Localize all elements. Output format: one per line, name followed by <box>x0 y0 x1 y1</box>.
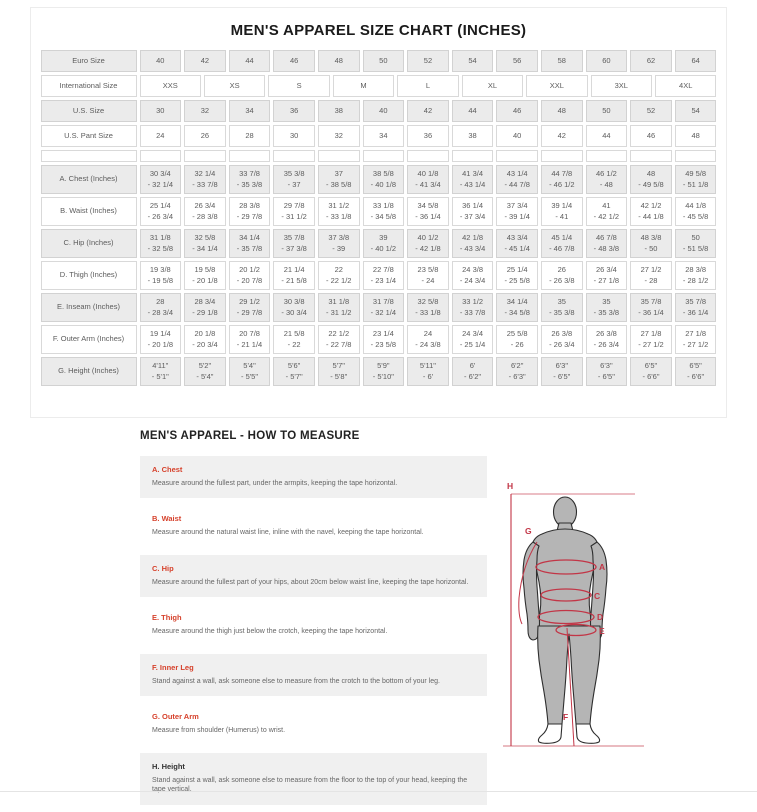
size-cell: 38 5/8 - 40 1/8 <box>363 165 405 194</box>
size-cell: 46 1/2 - 48 <box>586 165 628 194</box>
size-cell <box>407 150 449 162</box>
size-cell: 33 1/2 - 33 7/8 <box>452 293 494 322</box>
size-cell: M <box>333 75 394 97</box>
size-cell: 6'5" - 6'6" <box>630 357 672 386</box>
size-cell: 32 <box>318 125 360 147</box>
size-cell: 34 1/4 - 35 7/8 <box>229 229 271 258</box>
size-cell: 44 1/8 - 45 5/8 <box>675 197 717 226</box>
size-cell: 44 <box>586 125 628 147</box>
size-cell: 40 <box>363 100 405 122</box>
size-cell: 28 3/8 - 29 7/8 <box>229 197 271 226</box>
size-cell: 21 5/8 - 22 <box>273 325 315 354</box>
size-cell: XXS <box>140 75 201 97</box>
size-cell: 26 3/4 - 27 1/8 <box>586 261 628 290</box>
diagram-label-g: G <box>525 526 532 536</box>
size-cell: 43 1/4 - 44 7/8 <box>496 165 538 194</box>
size-cell: 24 <box>140 125 182 147</box>
measure-item-label: G. Outer Arm <box>152 712 199 722</box>
size-cell: 37 3/8 - 39 <box>318 229 360 258</box>
diagram-label-d: D <box>597 612 604 622</box>
size-cell: 5'7" - 5'8" <box>318 357 360 386</box>
diagram-label-f: F <box>563 712 569 722</box>
size-cell: 35 3/8 - 37 <box>273 165 315 194</box>
size-cell: 29 1/2 - 29 7/8 <box>229 293 271 322</box>
row-label: A. Chest (Inches) <box>41 165 137 194</box>
row-label: D. Thigh (Inches) <box>41 261 137 290</box>
size-cell <box>273 150 315 162</box>
size-cell: 50 <box>586 100 628 122</box>
measure-item-text: Measure around the fullest part of your hips, about 20cm below waist line, keeping the tape horizontal. <box>152 578 469 586</box>
row-label: U.S. Pant Size <box>41 125 137 147</box>
size-cell: 62 <box>630 50 672 72</box>
size-table-row <box>41 197 717 226</box>
measure-item-label: B. Waist <box>152 514 182 524</box>
size-cell: 21 1/4 - 21 5/8 <box>273 261 315 290</box>
measure-item <box>140 505 487 547</box>
size-cell: 46 <box>630 125 672 147</box>
size-cell: 60 <box>586 50 628 72</box>
size-cell <box>318 150 360 162</box>
size-cell: 6'3" - 6'5" <box>586 357 628 386</box>
size-table <box>41 50 717 386</box>
size-cell: 20 1/8 - 20 3/4 <box>184 325 226 354</box>
size-table-row <box>41 150 717 162</box>
size-cell: 34 1/4 - 34 5/8 <box>496 293 538 322</box>
size-cell: 34 <box>363 125 405 147</box>
size-cell: XS <box>204 75 265 97</box>
size-cell: 48 <box>541 100 583 122</box>
size-cell: 44 <box>229 50 271 72</box>
measure-item <box>140 604 487 646</box>
size-chart-section <box>30 7 727 418</box>
size-cell: 42 1/2 - 44 1/8 <box>630 197 672 226</box>
size-cell: 19 5/8 - 20 1/8 <box>184 261 226 290</box>
size-cell: 27 1/2 - 28 <box>630 261 672 290</box>
size-cell: 58 <box>541 50 583 72</box>
size-cell: 38 <box>452 125 494 147</box>
measure-item <box>140 456 487 498</box>
size-cell <box>496 150 538 162</box>
size-cell: 3XL <box>591 75 652 97</box>
size-cell <box>630 150 672 162</box>
row-label: G. Height (Inches) <box>41 357 137 386</box>
size-cell <box>363 150 405 162</box>
row-label: International Size <box>41 75 137 97</box>
measure-item-text: Measure around the fullest part, under the armpits, keeping the tape horizontal. <box>152 480 398 487</box>
size-cell <box>229 150 271 162</box>
size-cell: 28 <box>229 125 271 147</box>
size-cell: 6'5" - 6'6" <box>675 357 717 386</box>
size-cell: 32 5/8 - 34 1/4 <box>184 229 226 258</box>
size-cell: 31 7/8 - 32 1/4 <box>363 293 405 322</box>
size-cell: 30 3/4 - 32 1/4 <box>140 165 182 194</box>
size-cell: 22 - 22 1/2 <box>318 261 360 290</box>
measure-item-label: H. Height <box>152 761 185 771</box>
size-cell <box>452 150 494 162</box>
size-cell: 34 <box>229 100 271 122</box>
size-cell: 50 <box>363 50 405 72</box>
size-cell: 49 5/8 - 51 1/8 <box>675 165 717 194</box>
size-cell: 5'11" - 6' <box>407 357 449 386</box>
size-cell: 30 3/8 - 30 3/4 <box>273 293 315 322</box>
size-cell: 25 1/4 - 26 3/4 <box>140 197 182 226</box>
measure-item <box>140 753 487 805</box>
body-silhouette <box>523 497 607 743</box>
size-cell: 42 <box>541 125 583 147</box>
size-cell: 23 1/4 - 23 5/8 <box>363 325 405 354</box>
size-cell: 25 5/8 - 26 <box>496 325 538 354</box>
measure-item-label: F. Inner Leg <box>152 662 194 672</box>
size-cell: 37 - 38 5/8 <box>318 165 360 194</box>
size-cell: XL <box>462 75 523 97</box>
size-cell: 31 1/2 - 33 1/8 <box>318 197 360 226</box>
size-cell: 30 <box>140 100 182 122</box>
size-cell: 20 1/2 - 20 7/8 <box>229 261 271 290</box>
size-cell: 40 1/2 - 42 1/8 <box>407 229 449 258</box>
measure-item <box>140 555 487 597</box>
size-cell: 22 1/2 - 22 7/8 <box>318 325 360 354</box>
size-cell: 56 <box>496 50 538 72</box>
measure-item-label: E. Thigh <box>152 613 182 623</box>
size-cell: 33 7/8 - 35 3/8 <box>229 165 271 194</box>
size-table-row <box>41 125 717 147</box>
size-cell: 44 <box>452 100 494 122</box>
size-cell: 39 1/4 - 41 <box>541 197 583 226</box>
size-cell: 36 1/4 - 37 3/4 <box>452 197 494 226</box>
size-table-row <box>41 50 717 72</box>
size-cell: 32 <box>184 100 226 122</box>
size-cell: 31 1/8 - 31 1/2 <box>318 293 360 322</box>
size-table-row <box>41 75 717 97</box>
diagram-label-h: H <box>507 481 514 491</box>
size-cell: 42 <box>407 100 449 122</box>
size-cell: 36 <box>273 100 315 122</box>
size-cell: 42 1/8 - 43 3/4 <box>452 229 494 258</box>
size-cell: 48 3/8 - 50 <box>630 229 672 258</box>
size-cell: 41 - 42 1/2 <box>586 197 628 226</box>
size-cell: 41 3/4 - 43 1/4 <box>452 165 494 194</box>
size-table-row <box>41 357 717 386</box>
size-cell: 36 <box>407 125 449 147</box>
measure-item-label: A. Chest <box>152 465 183 474</box>
measure-list <box>140 456 487 812</box>
size-cell: 27 1/8 - 27 1/2 <box>675 325 717 354</box>
size-cell: 22 7/8 - 23 1/4 <box>363 261 405 290</box>
size-cell: 42 <box>184 50 226 72</box>
measure-item <box>140 703 487 745</box>
size-cell: 48 - 49 5/8 <box>630 165 672 194</box>
size-cell: 32 5/8 - 33 1/8 <box>407 293 449 322</box>
size-cell: 54 <box>452 50 494 72</box>
size-cell: 52 <box>407 50 449 72</box>
size-cell: 35 - 35 3/8 <box>586 293 628 322</box>
size-cell: 35 7/8 - 36 1/4 <box>630 293 672 322</box>
size-cell: 24 - 24 3/8 <box>407 325 449 354</box>
size-cell: 40 <box>140 50 182 72</box>
size-cell: 64 <box>675 50 717 72</box>
size-cell: 29 7/8 - 31 1/2 <box>273 197 315 226</box>
size-cell: 4'11" - 5'1" <box>140 357 182 386</box>
size-cell: 28 3/4 - 29 1/8 <box>184 293 226 322</box>
size-cell: L <box>397 75 458 97</box>
size-cell: 54 <box>675 100 717 122</box>
size-table-row <box>41 100 717 122</box>
diagram-label-e: E <box>599 626 605 636</box>
size-table-row <box>41 293 717 322</box>
size-cell: 27 1/8 - 27 1/2 <box>630 325 672 354</box>
row-label: Euro Size <box>41 50 137 72</box>
size-cell: 19 3/8 - 19 5/8 <box>140 261 182 290</box>
size-cell: 6' - 6'2" <box>452 357 494 386</box>
size-cell: 20 7/8 - 21 1/4 <box>229 325 271 354</box>
size-cell: 5'4" - 5'5" <box>229 357 271 386</box>
size-cell <box>675 150 717 162</box>
measure-item-text: Measure around the thigh just below the crotch, keeping the tape horizontal. <box>152 628 388 636</box>
row-label: E. Inseam (Inches) <box>41 293 137 322</box>
size-table-row <box>41 229 717 258</box>
size-cell: 4XL <box>655 75 716 97</box>
size-cell: 28 - 28 3/4 <box>140 293 182 322</box>
size-cell: 39 - 40 1/2 <box>363 229 405 258</box>
size-cell: 6'3" - 6'5" <box>541 357 583 386</box>
size-cell: 48 <box>318 50 360 72</box>
bottom-divider <box>0 791 757 792</box>
size-cell: 23 5/8 - 24 <box>407 261 449 290</box>
size-cell: 24 3/4 - 25 1/4 <box>452 325 494 354</box>
size-cell: 34 5/8 - 36 1/4 <box>407 197 449 226</box>
measure-item-text: Stand against a wall, ask someone else to measure from the floor to the top of your head, keeping the tape vertical. <box>152 776 468 794</box>
size-cell: 46 <box>496 100 538 122</box>
row-label: C. Hip (Inches) <box>41 229 137 258</box>
size-cell: 26 3/4 - 28 3/8 <box>184 197 226 226</box>
size-cell: 35 7/8 - 37 3/8 <box>273 229 315 258</box>
how-to-measure-heading: MEN'S APPAREL - HOW TO MEASURE <box>140 430 360 442</box>
size-cell: 5'6" - 5'7" <box>273 357 315 386</box>
size-cell: 46 7/8 - 48 3/8 <box>586 229 628 258</box>
size-cell <box>586 150 628 162</box>
row-label: B. Waist (Inches) <box>41 197 137 226</box>
diagram-label-c: C <box>594 591 601 601</box>
size-cell: 24 3/8 - 24 3/4 <box>452 261 494 290</box>
measure-item <box>140 654 487 696</box>
size-cell: 37 3/4 - 39 1/4 <box>496 197 538 226</box>
measure-item-text: Measure from shoulder (Humerus) to wrist. <box>152 727 286 735</box>
body-measurement-diagram <box>495 468 645 780</box>
size-cell: 30 <box>273 125 315 147</box>
size-cell: 6'2" - 6'3" <box>496 357 538 386</box>
size-cell <box>541 150 583 162</box>
size-cell <box>140 150 182 162</box>
size-cell: 52 <box>630 100 672 122</box>
size-cell: 5'2" - 5'4" <box>184 357 226 386</box>
page-title: MEN'S APPAREL SIZE CHART (INCHES) <box>230 22 527 39</box>
size-cell: 38 <box>318 100 360 122</box>
size-cell: 35 - 35 3/8 <box>541 293 583 322</box>
size-cell: 45 1/4 - 46 7/8 <box>541 229 583 258</box>
measure-item-label: C. Hip <box>152 563 174 573</box>
size-cell: 31 1/8 - 32 5/8 <box>140 229 182 258</box>
size-cell: 32 1/4 - 33 7/8 <box>184 165 226 194</box>
size-table-row <box>41 165 717 194</box>
size-cell: 26 3/8 - 26 3/4 <box>541 325 583 354</box>
size-cell: 40 1/8 - 41 3/4 <box>407 165 449 194</box>
size-cell: 28 3/8 - 28 1/2 <box>675 261 717 290</box>
row-label <box>41 150 137 162</box>
size-cell: 26 3/8 - 26 3/4 <box>586 325 628 354</box>
size-cell: 46 <box>273 50 315 72</box>
size-cell: 50 - 51 5/8 <box>675 229 717 258</box>
row-label: U.S. Size <box>41 100 137 122</box>
size-cell: 43 3/4 - 45 1/4 <box>496 229 538 258</box>
size-cell: 44 7/8 - 46 1/2 <box>541 165 583 194</box>
size-cell: 33 1/8 - 34 5/8 <box>363 197 405 226</box>
diagram-label-a: A <box>599 562 606 572</box>
size-table-row <box>41 325 717 354</box>
size-cell: XXL <box>526 75 587 97</box>
row-label: F. Outer Arm (Inches) <box>41 325 137 354</box>
size-cell: S <box>268 75 329 97</box>
size-cell: 5'9" - 5'10" <box>363 357 405 386</box>
measure-item-text: Measure around the natural waist line, inline with the navel, keeping the tape horizontal. <box>152 529 424 537</box>
size-cell: 25 1/4 - 25 5/8 <box>496 261 538 290</box>
size-cell: 35 7/8 - 36 1/4 <box>675 293 717 322</box>
size-cell: 26 <box>184 125 226 147</box>
size-table-row <box>41 261 717 290</box>
size-cell: 19 1/4 - 20 1/8 <box>140 325 182 354</box>
measure-item-text: Stand against a wall, ask someone else to measure from the crotch to the bottom of your leg. <box>152 677 440 685</box>
size-cell: 26 - 26 3/8 <box>541 261 583 290</box>
size-cell <box>184 150 226 162</box>
size-cell: 48 <box>675 125 717 147</box>
size-cell: 40 <box>496 125 538 147</box>
